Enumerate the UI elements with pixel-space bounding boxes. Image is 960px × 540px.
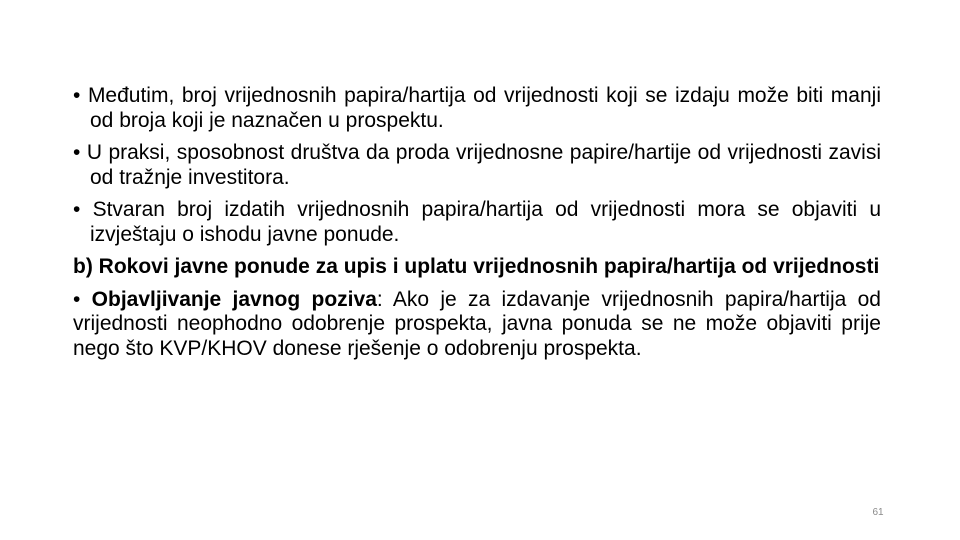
bullet-marker: • bbox=[73, 198, 81, 221]
bullet-text: Međutim, broj vrijednosnih papira/hartija od vrijednosti koji se izdaju može biti manji od broja koji je naznačen u prospektu. bbox=[87, 84, 881, 132]
bullet-item bbox=[73, 84, 881, 133]
paragraph-lead: Objavljivanje javnog poziva bbox=[91, 287, 377, 311]
slide-body bbox=[73, 84, 881, 361]
paragraph-marker: • bbox=[73, 287, 81, 311]
bullet-text: Stvaran broj izdatih vrijednosnih papira/hartija od vrijednosti mora se objaviti u izvještaju o ishodu javne ponude. bbox=[90, 198, 881, 246]
bullet-marker: • bbox=[73, 84, 81, 107]
bullet-item bbox=[73, 141, 881, 190]
paragraph-text: : Ako je za izdavanje vrijednosnih papira/hartija od vrijednosti neophodno odobrenje prospekta, javna ponuda se ne može objaviti prije nego što KVP/KHOV donese rješenje o odobrenju prospekta. bbox=[73, 287, 881, 360]
bullet-marker: • bbox=[73, 141, 81, 164]
section-heading: b) Rokovi javne ponude za upis i uplatu vrijednosnih papira/hartija od vrijednosti bbox=[73, 255, 880, 278]
bullet-text: U praksi, sposobnost društva da proda vrijednosne papire/hartije od vrijednosti zavisi od tražnje investitora. bbox=[86, 141, 881, 189]
page-number: 61 bbox=[872, 507, 884, 518]
bullet-item bbox=[73, 198, 881, 247]
body-paragraph bbox=[73, 288, 881, 362]
